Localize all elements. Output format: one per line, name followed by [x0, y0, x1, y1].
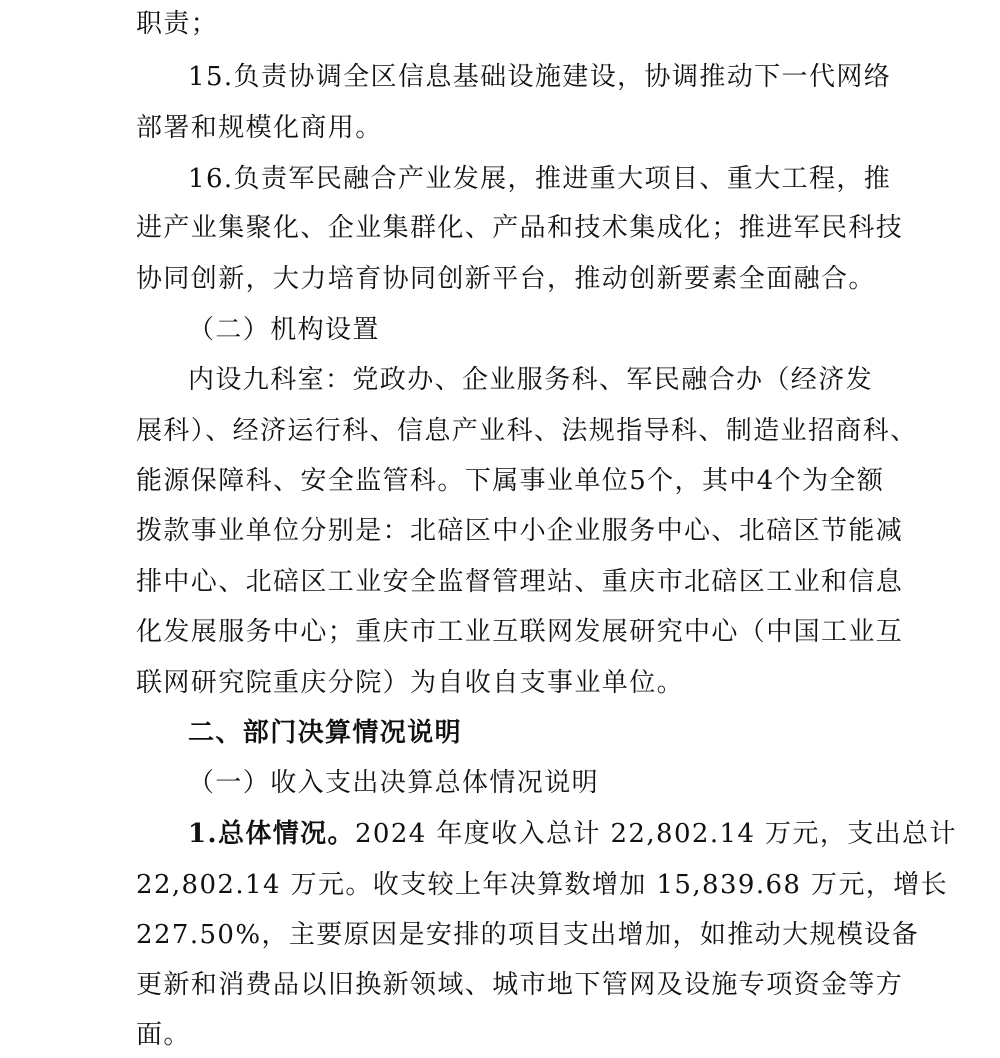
- text-line: 能源保障科、安全监管科。下属事业单位5个，其中4个为全额: [136, 466, 885, 496]
- chapter-heading: 二、部门决算情况说明: [188, 718, 463, 748]
- text-line: 进产业集聚化、企业集群化、产品和技术集成化；推进军民科技: [136, 213, 904, 243]
- overall-label: 1.总体情况。: [188, 819, 355, 849]
- text-line: 部署和规模化商用。: [136, 113, 383, 143]
- text-line: 更新和消费品以旧换新领域、城市地下管网及设施专项资金等方: [136, 970, 904, 1000]
- section-heading: （一）收入支出决算总体情况说明: [188, 768, 600, 798]
- text-line: 16.负责军民融合产业发展，推进重大项目、重大工程，推: [188, 164, 892, 194]
- text-line: 联网研究院重庆分院）为自收自支事业单位。: [136, 668, 685, 698]
- overall-text: 2024 年度收入总计 22,802.14 万元，支出总计: [354, 819, 957, 849]
- text-line: 化发展服务中心；重庆市工业互联网发展研究中心（中国工业互: [136, 617, 904, 647]
- text-line: 15.负责协调全区信息基础设施建设，协调推动下一代网络: [188, 62, 892, 92]
- text-line: 排中心、北碚区工业安全监督管理站、重庆市北碚区工业和信息: [136, 567, 904, 597]
- section-heading: （二）机构设置: [188, 315, 380, 345]
- text-line: 协同创新，大力培育协同创新平台，推动创新要素全面融合。: [136, 264, 876, 294]
- text-line: 职责；: [136, 9, 219, 39]
- text-line: 22,802.14 万元。收支较上年决算数增加 15,839.68 万元，增长: [136, 870, 949, 900]
- text-line: 展科）、经济运行科、信息产业科、法规指导科、制造业招商科、: [136, 416, 918, 446]
- text-line: 面。: [136, 1020, 191, 1050]
- text-line: 拨款事业单位分别是：北碚区中小企业服务中心、北碚区节能减: [136, 516, 904, 546]
- text-line: 227.50%，主要原因是安排的项目支出增加，如推动大规模设备: [136, 920, 920, 950]
- text-line: 内设九科室：党政办、企业服务科、军民融合办（经济发: [188, 365, 874, 395]
- overall-paragraph-first-line: [188, 817, 957, 851]
